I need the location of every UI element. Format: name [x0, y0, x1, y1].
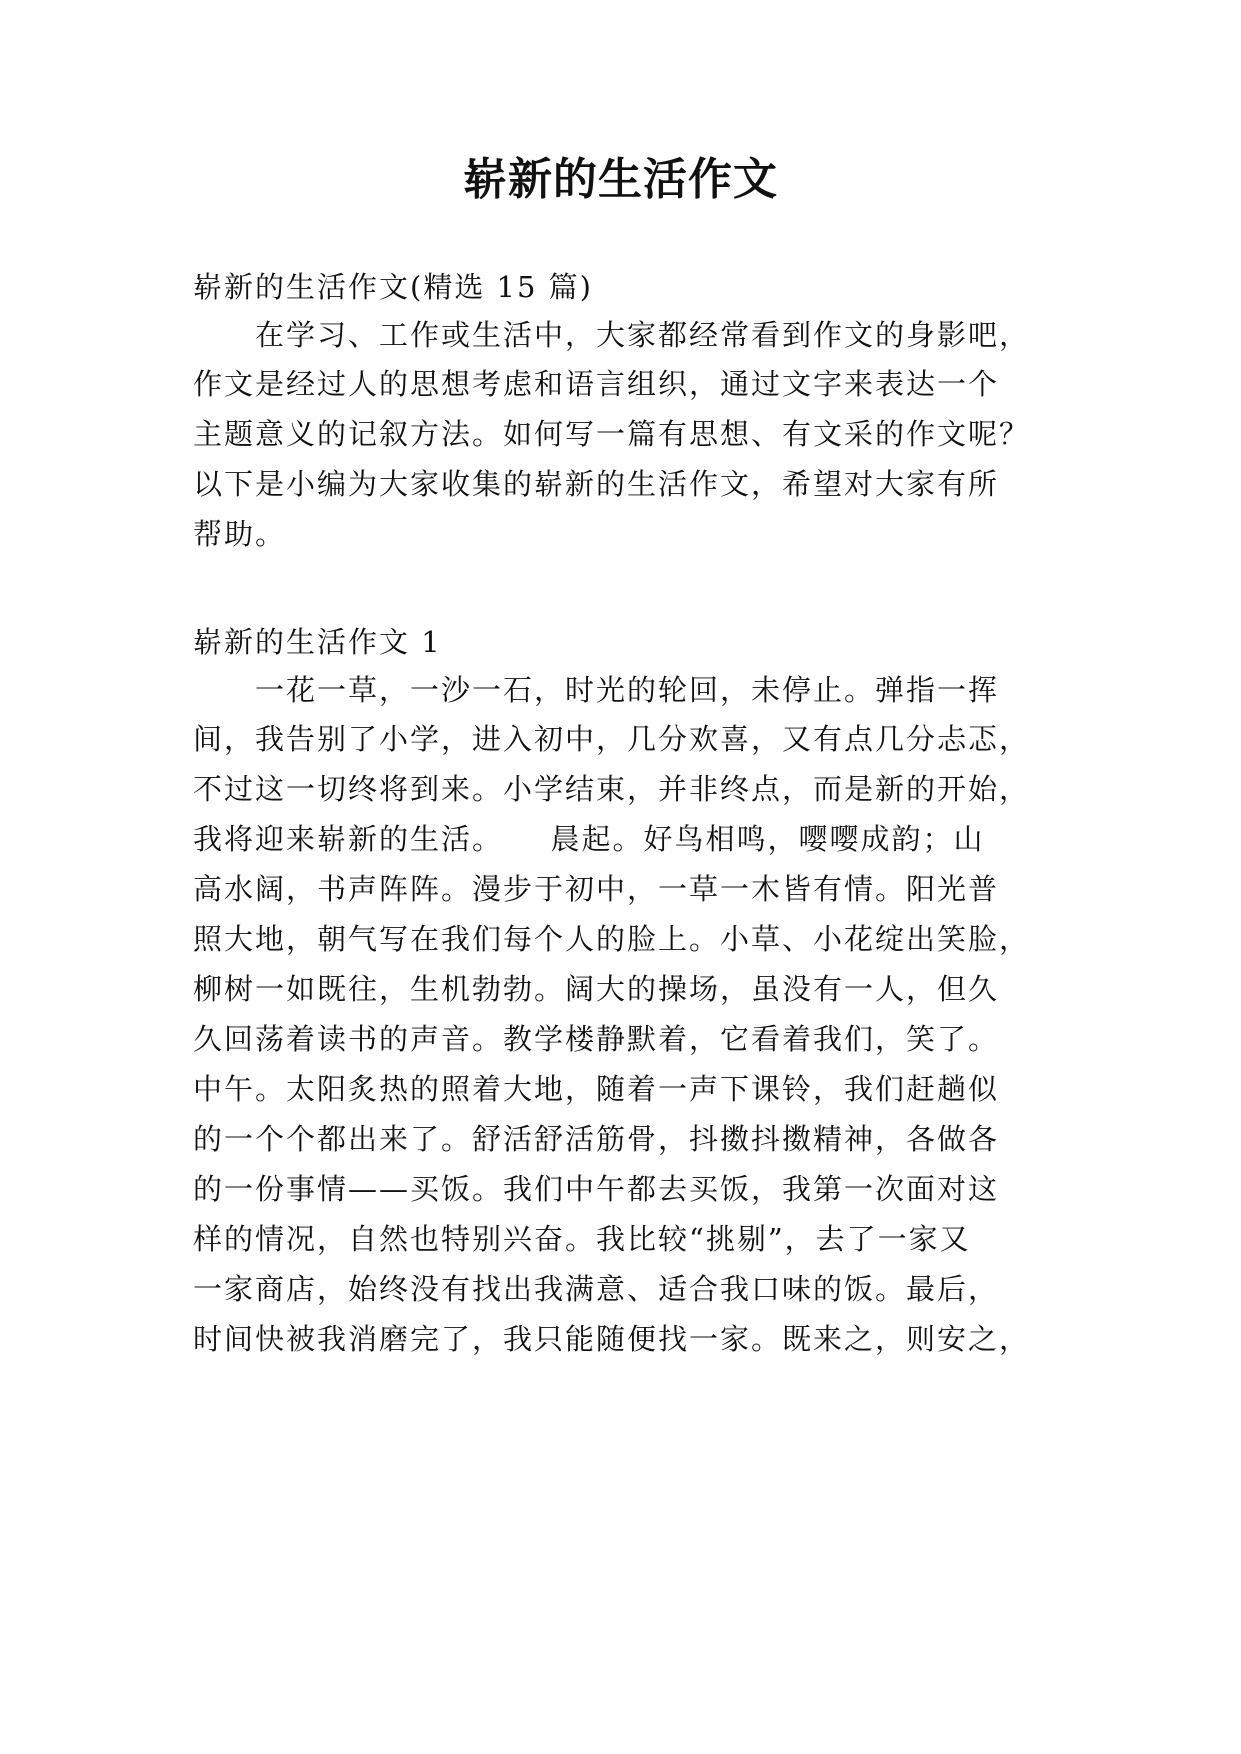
body-line-14: 时间快被我消磨完了，我只能随便找一家。既来之，则安之， [193, 1322, 1031, 1356]
intro-line-1: 在学习、工作或生活中，大家都经常看到作文的身影吧， [193, 318, 1031, 352]
body-line-13: 一家商店，始终没有找出我满意、适合我口味的饭。最后， [193, 1272, 1000, 1306]
body-line-9: 中午。太阳炙热的照着大地，随着一声下课铃，我们赶趟似 [193, 1072, 1000, 1106]
intro-line-3: 主题意义的记叙方法。如何写一篇有思想、有文采的作文呢？ [193, 417, 1031, 451]
body-line-1: 一花一草，一沙一石，时光的轮回，未停止。弹指一挥 [193, 673, 1000, 707]
body-line-10: 的一个个都出来了。舒活舒活筋骨，抖擞抖擞精神，各做各 [193, 1122, 1000, 1156]
intro-line-4: 以下是小编为大家收集的崭新的生活作文，希望对大家有所 [193, 467, 1000, 501]
intro-line-2: 作文是经过人的思想考虑和语言组织，通过文字来表达一个 [193, 367, 1000, 401]
section-heading: 崭新的生活作文 1 [193, 625, 442, 659]
body-line-12: 样的情况，自然也特别兴奋。我比较“挑剔”，去了一家又 [193, 1222, 971, 1256]
body-line-2: 间，我告别了小学，进入初中，几分欢喜，又有点几分忐忑， [193, 722, 1031, 756]
body-line-7: 柳树一如既往，生机勃勃。阔大的操场，虽没有一人，但久 [193, 972, 1000, 1006]
intro-line-5: 帮助。 [193, 517, 287, 551]
document-title: 崭新的生活作文 [463, 154, 778, 205]
subtitle: 崭新的生活作文(精选 15 篇) [193, 270, 593, 304]
body-line-4: 我将迎来崭新的生活。 晨起。好鸟相鸣，嘤嘤成韵；山 [193, 822, 985, 856]
body-line-8: 久回荡着读书的声音。教学楼静默着，它看着我们，笑了。 [193, 1022, 1000, 1056]
body-line-5: 高水阔，书声阵阵。漫步于初中，一草一木皆有情。阳光普 [193, 872, 1000, 906]
body-line-6: 照大地，朝气写在我们每个人的脸上。小草、小花绽出笑脸， [193, 922, 1031, 956]
body-line-11: 的一份事情——买饭。我们中午都去买饭，我第一次面对这 [193, 1172, 1000, 1206]
body-line-3: 不过这一切终将到来。小学结束，并非终点，而是新的开始， [193, 772, 1031, 806]
